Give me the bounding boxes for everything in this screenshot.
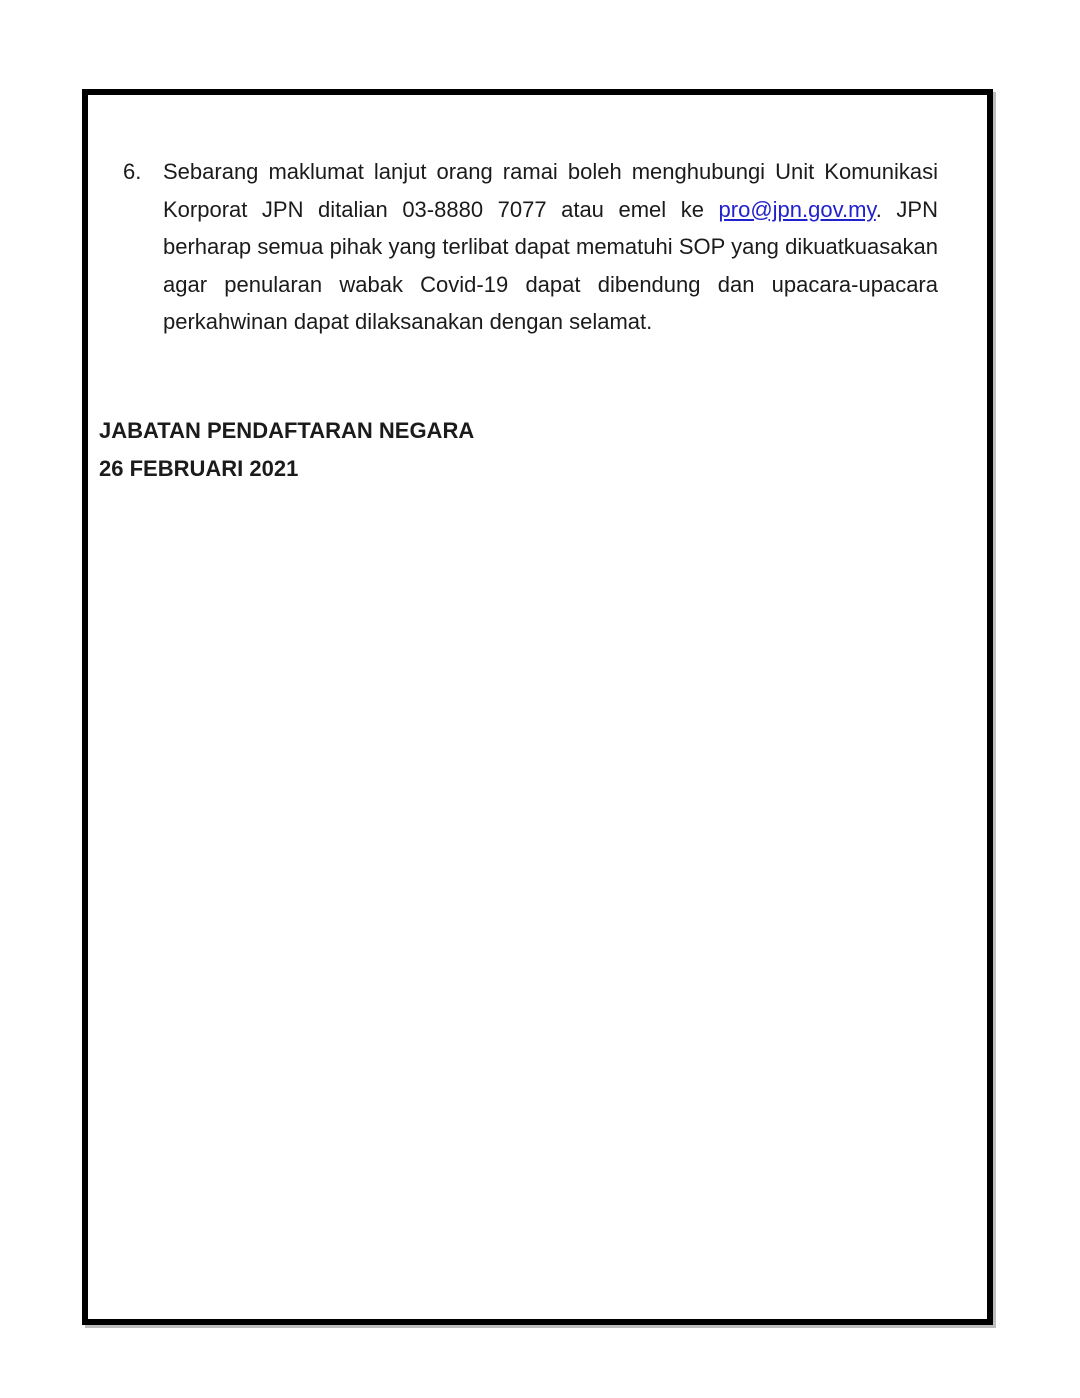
email-link[interactable]: pro@jpn.gov.my [718, 196, 876, 222]
paragraph-body [123, 153, 938, 341]
signature-organization: JABATAN PENDAFTARAN NEGARA [99, 418, 475, 443]
numbered-paragraph-6 [123, 153, 938, 341]
paragraph-text-after-link: . JPN berharap semua pihak yang terlibat dapat mematuhi SOP yang dikuatkuasakan agar penularan wabak Covid-19 dapat dibendung dan upacara-upacara perkahwinan dapat dilaksanakan dengan selamat. [163, 196, 938, 334]
paragraph-text-before-link: Sebarang maklumat lanjut orang ramai boleh menghubungi Unit Komunikasi Korporat JPN ditalian 03-8880 7077 atau emel ke [163, 159, 938, 222]
page-border-frame [82, 89, 993, 1325]
signature-date: 26 FEBRUARI 2021 [99, 455, 299, 481]
signature-block [99, 412, 474, 487]
list-item-number: 6. [123, 159, 142, 184]
